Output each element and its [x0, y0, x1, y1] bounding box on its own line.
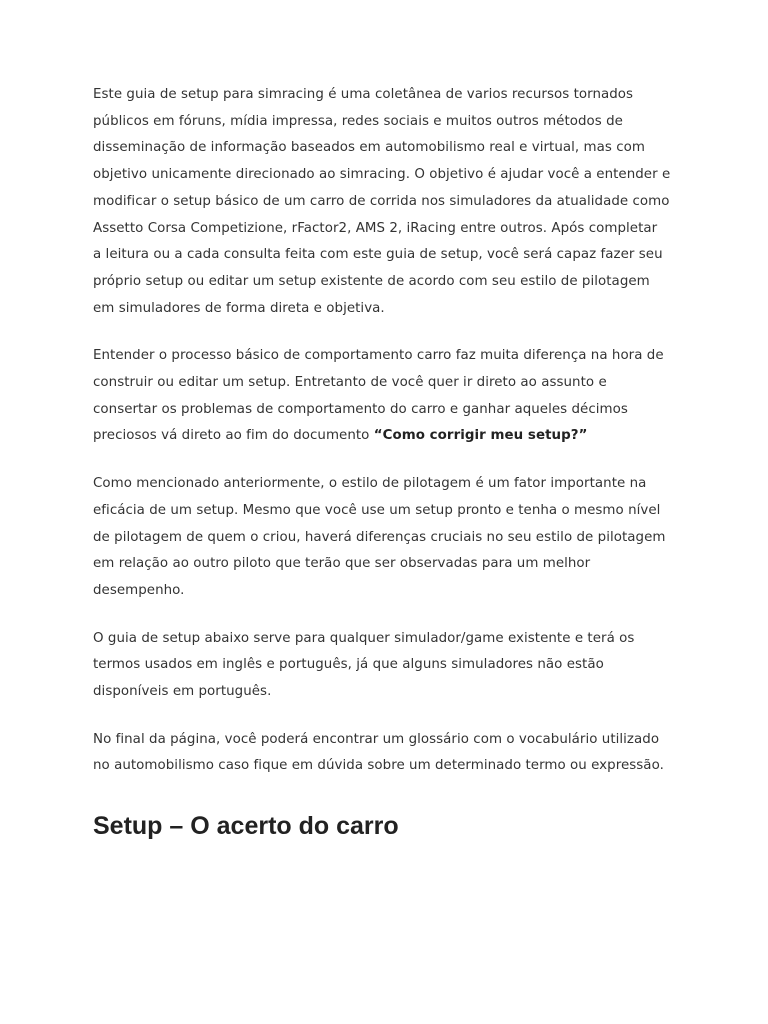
text-line: desempenho.: [93, 582, 185, 598]
text-line-with-reference: [93, 423, 683, 450]
text-line: O guia de setup abaixo serve para qualquer simulador/game existente e terá os: [93, 630, 635, 646]
text-line: disseminação de informação baseados em automobilismo real e virtual, mas com: [93, 140, 645, 156]
text-line: Este guia de setup para simracing é uma coletânea de varios recursos tornados: [93, 87, 634, 102]
paragraph-languages: [93, 626, 683, 706]
text-line: Como mencionado anteriormente, o estilo de pilotagem é um fator importante na: [93, 476, 647, 492]
paragraph-intro: [93, 82, 683, 322]
text-line: consertar os problemas de comportamento do carro e ganhar aqueles décimos: [93, 401, 628, 417]
text-line: construir ou editar um setup. Entretanto de você quer ir direto ao assunto e: [93, 375, 607, 391]
text-line: objetivo unicamente direcionado ao simracing. O objetivo é ajudar você a entender e: [93, 167, 671, 183]
text-line: Assetto Corsa Competizione, rFactor2, AMS 2, iRacing entre outros. Após completar: [93, 220, 658, 236]
text-line: em simuladores de forma direta e objetiva.: [93, 300, 385, 316]
paragraph-driving-style: [93, 471, 683, 605]
text-fragment: preciosos vá direto ao fim do documento: [93, 428, 374, 444]
section-reference: “Como corrigir meu setup?”: [373, 428, 588, 444]
text-line: termos usados em inglês e português, já que alguns simuladores não estão: [93, 657, 604, 673]
text-line: a leitura ou a cada consulta feita com este guia de setup, você será capaz fazer seu: [93, 247, 663, 263]
text-line: modificar o setup básico de um carro de corrida nos simuladores da atualidade como: [93, 193, 670, 209]
paragraph-glossary: [93, 727, 683, 780]
paragraph-behavior: [93, 343, 683, 450]
section-heading: Setup – O acerto do carro: [93, 812, 399, 840]
text-line: em relação ao outro piloto que terão que ser observadas para um melhor: [93, 556, 591, 572]
text-line: de pilotagem de quem o criou, haverá diferenças cruciais no seu estilo de pilotagem: [93, 529, 666, 545]
text-line: disponíveis em português.: [93, 684, 272, 700]
document-body: [93, 82, 683, 801]
text-line: no automobilismo caso fique em dúvida sobre um determinado termo ou expressão.: [93, 758, 664, 774]
text-line: eficácia de um setup. Mesmo que você use um setup pronto e tenha o mesmo nível: [93, 502, 661, 518]
text-line: Entender o processo básico de comportamento carro faz muita diferença na hora de: [93, 348, 664, 364]
text-line: públicos em fóruns, mídia impressa, redes sociais e muitos outros métodos de: [93, 113, 623, 129]
text-line: No final da página, você poderá encontrar um glossário com o vocabulário utilizado: [93, 731, 660, 747]
text-line: próprio setup ou editar um setup existente de acordo com seu estilo de pilotagem: [93, 273, 650, 289]
